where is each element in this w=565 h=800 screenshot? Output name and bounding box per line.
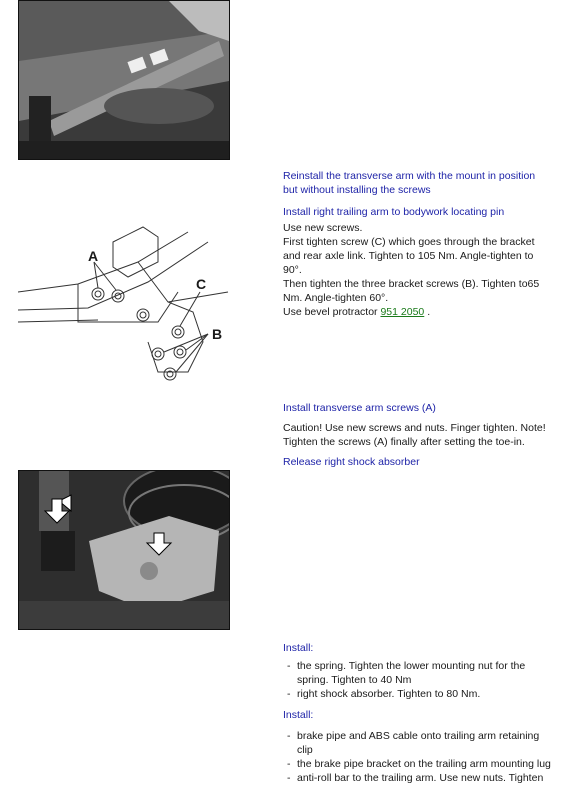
install-list-1 [283,659,553,701]
reinstall-heading: Reinstall the transverse arm with the mount in position but without installing the screws [283,170,536,196]
diagram-label-b: B [212,326,223,342]
release-heading: Release right shock absorber [283,456,420,468]
transverse-screws-heading: Install transverse arm screws (A) [283,402,436,414]
instruction-line-4 [283,305,553,319]
list-item: - the spring. Tighten the lower mounting nut for the spring. Tighten to 40 Nm [283,659,553,687]
trailing-arm-heading: Install right trailing arm to bodywork locating pin [283,206,505,218]
trailing-arm-diagram [18,222,233,390]
install-heading-1: Install: [283,642,314,654]
photo-transverse-arm [18,0,230,160]
diagram-label-a: A [88,248,99,264]
protractor-suffix: . [427,306,431,318]
trailing-arm-instructions [283,221,553,319]
install-list-2 [283,729,553,785]
instruction-line-1: Use new screws. [283,222,363,234]
instruction-line-3: Then tighten the three bracket screws (B). Tighten to65 Nm. Angle-tighten 60°. [283,278,540,304]
diagram-label-c: C [196,276,207,292]
photo-shock-absorber [18,470,230,630]
transverse-screws-caution: Caution! Use new screws and nuts. Finger tighten. Note! Tighten the screws (A) finally after setting the toe-in. [283,422,546,448]
list-item: - brake pipe and ABS cable onto trailing arm retaining clip [283,729,553,757]
protractor-text: Use bevel protractor [283,306,378,318]
instruction-line-2: First tighten screw (C) which goes through the bracket and rear axle link. Tighten to 105 Nm. Angle-tighten to 90°. [283,236,535,276]
protractor-link[interactable]: 951 2050 [380,306,425,318]
list-item: - anti-roll bar to the trailing arm. Use new nuts. Tighten [283,771,553,785]
list-item: - right shock absorber. Tighten to 80 Nm. [283,687,553,701]
list-item: - the brake pipe bracket on the trailing arm mounting lug [283,757,553,771]
install-heading-2: Install: [283,709,314,721]
